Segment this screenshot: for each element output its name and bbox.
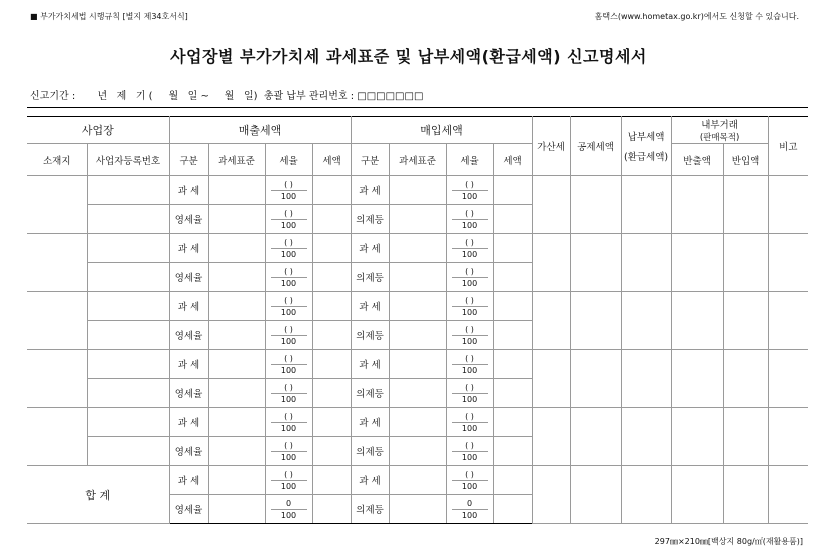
header-purchase-tax-amt: 세액 [493, 144, 532, 176]
purchase-taxbase-cell[interactable] [389, 176, 446, 205]
rate-denominator: 100 [280, 481, 297, 491]
payable-cell[interactable] [621, 234, 671, 292]
tax-rate-fraction [447, 295, 493, 318]
in-amount-cell[interactable] [723, 350, 768, 408]
purchase-taxbase-cell[interactable] [389, 495, 446, 524]
rate-denominator: 100 [461, 365, 478, 375]
purchase-type-label: 의제등 [351, 379, 389, 408]
deduction-cell[interactable] [570, 292, 621, 350]
rate-numerator: ( ) [452, 411, 488, 423]
regno-cell[interactable] [87, 321, 169, 350]
sales-taxbase-cell[interactable] [208, 350, 265, 379]
tax-rate-fraction [447, 469, 493, 492]
rate-numerator: ( ) [452, 266, 488, 278]
regno-cell[interactable] [87, 234, 169, 263]
penalty-cell[interactable] [532, 176, 570, 234]
sales-type-label: 과 세 [169, 292, 208, 321]
form-title: 사업장별 부가가치세 과세표준 및 납부세액(환급세액) 신고명세서 [170, 47, 647, 66]
payable-cell[interactable] [621, 408, 671, 466]
deduction-cell[interactable] [570, 466, 621, 524]
form-reference: ■ 부가가치세법 시행규칙 [별지 제34호서식] [30, 12, 188, 21]
tax-rate-fraction [447, 324, 493, 347]
purchase-tax-cell[interactable] [493, 321, 532, 350]
sales-tax-cell[interactable] [312, 263, 351, 292]
header-business: 사업장 [27, 117, 169, 144]
header-remarks: 비고 [768, 117, 808, 176]
purchase-rate-cell [446, 321, 493, 350]
remarks-cell[interactable] [768, 408, 808, 466]
location-cell[interactable] [27, 234, 87, 292]
tax-rate-fraction [447, 382, 493, 405]
purchase-rate-cell [446, 466, 493, 495]
total-row [27, 466, 808, 495]
penalty-cell[interactable] [532, 234, 570, 292]
rate-numerator: ( ) [452, 324, 488, 336]
sales-tax-cell[interactable] [312, 321, 351, 350]
header-internal [671, 117, 768, 144]
rate-numerator: ( ) [271, 411, 307, 423]
header-penalty: 가산세 [532, 117, 570, 176]
header-sales-taxbase: 과세표준 [208, 144, 265, 176]
sales-rate-cell [265, 234, 312, 263]
rate-denominator: 100 [280, 336, 297, 346]
rate-denominator: 100 [280, 220, 297, 230]
purchase-tax-cell[interactable] [493, 292, 532, 321]
out-amount-cell[interactable] [671, 176, 723, 234]
sales-taxbase-cell[interactable] [208, 205, 265, 234]
header-purchase-type: 구분 [351, 144, 389, 176]
purchase-tax-cell[interactable] [493, 379, 532, 408]
deduction-cell[interactable] [570, 176, 621, 234]
purchase-tax-cell[interactable] [493, 176, 532, 205]
sales-tax-cell[interactable] [312, 350, 351, 379]
penalty-cell[interactable] [532, 466, 570, 524]
sales-tax-cell[interactable] [312, 234, 351, 263]
remarks-cell[interactable] [768, 292, 808, 350]
purchase-rate-cell [446, 176, 493, 205]
business-row [27, 176, 808, 205]
sales-taxbase-cell[interactable] [208, 437, 265, 466]
regno-cell[interactable] [87, 205, 169, 234]
rate-numerator: 0 [452, 498, 488, 510]
sales-type-label: 과 세 [169, 350, 208, 379]
purchase-type-label: 의제등 [351, 263, 389, 292]
rate-denominator: 100 [280, 510, 297, 520]
payable-cell[interactable] [621, 292, 671, 350]
sales-rate-cell [265, 379, 312, 408]
purchase-taxbase-cell[interactable] [389, 292, 446, 321]
sales-rate-cell [265, 408, 312, 437]
hometax-notice: 홈택스(www.hometax.go.kr)에서도 신청할 수 있습니다. [594, 12, 799, 21]
header-refund-label: (환급세액) [623, 152, 669, 163]
header-purchase-rate: 세율 [446, 144, 493, 176]
rate-denominator: 100 [280, 191, 297, 201]
purchase-type-label: 의제등 [351, 321, 389, 350]
regno-cell[interactable] [87, 379, 169, 408]
purchase-tax-cell[interactable] [493, 350, 532, 379]
regno-cell[interactable] [87, 408, 169, 437]
header-purchase-taxbase: 과세표준 [389, 144, 446, 176]
rate-numerator: ( ) [452, 237, 488, 249]
tax-rate-fraction [447, 179, 493, 202]
payable-cell[interactable] [621, 176, 671, 234]
purchase-type-label: 과 세 [351, 234, 389, 263]
header-purchase-tax: 매입세액 [351, 117, 532, 144]
purchase-rate-cell [446, 495, 493, 524]
purchase-type-label: 과 세 [351, 408, 389, 437]
out-amount-cell[interactable] [671, 466, 723, 524]
rate-denominator: 100 [280, 249, 297, 259]
rate-numerator: ( ) [271, 324, 307, 336]
tax-rate-fraction [447, 411, 493, 434]
paper-spec: 297㎜×210㎜[백상지 80g/㎡(재활용품)] [654, 537, 803, 546]
purchase-type-label: 의제등 [351, 205, 389, 234]
purchase-type-label: 과 세 [351, 176, 389, 205]
location-cell[interactable] [27, 408, 87, 466]
sales-type-label: 과 세 [169, 176, 208, 205]
sales-rate-cell [265, 263, 312, 292]
tax-rate-fraction [447, 353, 493, 376]
tax-rate-fraction [266, 382, 312, 405]
purchase-type-label: 과 세 [351, 350, 389, 379]
rate-denominator: 100 [280, 307, 297, 317]
header-internal-label: 내부거래 [701, 120, 738, 131]
rate-denominator: 100 [461, 481, 478, 491]
purchase-rate-cell [446, 437, 493, 466]
rate-numerator: ( ) [271, 353, 307, 365]
rate-denominator: 100 [280, 452, 297, 462]
regno-cell[interactable] [87, 350, 169, 379]
sales-tax-cell[interactable] [312, 437, 351, 466]
sales-type-label: 영세율 [169, 263, 208, 292]
header-regno: 사업자등록번호 [87, 144, 169, 176]
rate-numerator: ( ) [452, 469, 488, 481]
header-payable-label: 납부세액 [627, 132, 665, 143]
purchase-rate-cell [446, 234, 493, 263]
rate-numerator: ( ) [271, 237, 307, 249]
rate-numerator: 0 [271, 498, 307, 510]
rate-denominator: 100 [461, 307, 478, 317]
out-amount-cell[interactable] [671, 234, 723, 292]
out-amount-cell[interactable] [671, 408, 723, 466]
sales-taxbase-cell[interactable] [208, 379, 265, 408]
remarks-cell[interactable] [768, 176, 808, 234]
sales-taxbase-cell[interactable] [208, 408, 265, 437]
sales-rate-cell [265, 321, 312, 350]
sales-taxbase-cell[interactable] [208, 321, 265, 350]
purchase-rate-cell [446, 263, 493, 292]
purchase-taxbase-cell[interactable] [389, 321, 446, 350]
header-sales-type: 구분 [169, 144, 208, 176]
location-cell[interactable] [27, 292, 87, 350]
in-amount-cell[interactable] [723, 234, 768, 292]
out-amount-cell[interactable] [671, 350, 723, 408]
rate-numerator: ( ) [452, 208, 488, 220]
deduction-cell[interactable] [570, 350, 621, 408]
sales-rate-cell [265, 437, 312, 466]
payable-cell[interactable] [621, 350, 671, 408]
total-label: 합 계 [27, 466, 169, 524]
remarks-cell[interactable] [768, 234, 808, 292]
rate-numerator: ( ) [271, 469, 307, 481]
tax-rate-fraction [447, 498, 493, 521]
sales-tax-cell[interactable] [312, 408, 351, 437]
purchase-taxbase-cell[interactable] [389, 205, 446, 234]
rate-denominator: 100 [461, 220, 478, 230]
deduction-cell[interactable] [570, 408, 621, 466]
purchase-taxbase-cell[interactable] [389, 466, 446, 495]
sales-taxbase-cell[interactable] [208, 263, 265, 292]
location-cell[interactable] [27, 350, 87, 408]
header-in-amount: 반입액 [723, 144, 768, 176]
business-row [27, 292, 808, 321]
tax-rate-fraction [266, 324, 312, 347]
purchase-taxbase-cell[interactable] [389, 437, 446, 466]
rate-numerator: ( ) [271, 440, 307, 452]
sales-type-label: 과 세 [169, 466, 208, 495]
sales-tax-cell[interactable] [312, 379, 351, 408]
sales-type-label: 영세율 [169, 437, 208, 466]
sales-taxbase-cell[interactable] [208, 495, 265, 524]
purchase-taxbase-cell[interactable] [389, 379, 446, 408]
rate-denominator: 100 [461, 249, 478, 259]
sales-tax-cell[interactable] [312, 466, 351, 495]
business-row [27, 234, 808, 263]
sales-type-label: 영세율 [169, 205, 208, 234]
regno-cell[interactable] [87, 263, 169, 292]
location-cell[interactable] [27, 176, 87, 234]
tax-rate-fraction [447, 237, 493, 260]
purchase-rate-cell [446, 408, 493, 437]
rate-denominator: 100 [461, 394, 478, 404]
rate-denominator: 100 [461, 510, 478, 520]
sales-rate-cell [265, 350, 312, 379]
sales-tax-cell[interactable] [312, 205, 351, 234]
purchase-tax-cell[interactable] [493, 234, 532, 263]
tax-rate-fraction [266, 295, 312, 318]
filing-period-line: 신고기간 : 년 제 기 ( 월 일 ~ 월 일) 총괄 납부 관리번호 : □□□□□□□ [30, 91, 424, 102]
purchase-taxbase-cell[interactable] [389, 263, 446, 292]
sales-rate-cell [265, 495, 312, 524]
header-deduction: 공제세액 [570, 117, 621, 176]
in-amount-cell[interactable] [723, 292, 768, 350]
sales-taxbase-cell[interactable] [208, 234, 265, 263]
purchase-type-label: 의제등 [351, 437, 389, 466]
sales-type-label: 과 세 [169, 234, 208, 263]
sales-rate-cell [265, 205, 312, 234]
sales-taxbase-cell[interactable] [208, 176, 265, 205]
sales-taxbase-cell[interactable] [208, 466, 265, 495]
business-row [27, 350, 808, 379]
rate-denominator: 100 [461, 423, 478, 433]
payable-cell[interactable] [621, 466, 671, 524]
purchase-tax-cell[interactable] [493, 205, 532, 234]
penalty-cell[interactable] [532, 350, 570, 408]
sales-type-label: 영세율 [169, 321, 208, 350]
rate-denominator: 100 [280, 423, 297, 433]
purchase-rate-cell [446, 379, 493, 408]
purchase-type-label: 과 세 [351, 292, 389, 321]
header-location: 소재지 [27, 144, 87, 176]
purchase-type-label: 의제등 [351, 495, 389, 524]
tax-rate-fraction [447, 440, 493, 463]
sales-rate-cell [265, 466, 312, 495]
tax-rate-fraction [266, 440, 312, 463]
purchase-rate-cell [446, 292, 493, 321]
tax-rate-fraction [266, 498, 312, 521]
deduction-cell[interactable] [570, 234, 621, 292]
rate-numerator: ( ) [271, 266, 307, 278]
rate-numerator: ( ) [452, 179, 488, 191]
rate-numerator: ( ) [271, 295, 307, 307]
purchase-type-label: 과 세 [351, 466, 389, 495]
header-sales-tax-amt: 세액 [312, 144, 351, 176]
regno-cell[interactable] [87, 292, 169, 321]
header-out-amount: 반출액 [671, 144, 723, 176]
purchase-tax-cell[interactable] [493, 408, 532, 437]
rate-numerator: ( ) [452, 440, 488, 452]
sales-type-label: 과 세 [169, 408, 208, 437]
purchase-taxbase-cell[interactable] [389, 234, 446, 263]
rate-numerator: ( ) [271, 382, 307, 394]
sales-type-label: 영세율 [169, 495, 208, 524]
tax-rate-fraction [266, 208, 312, 231]
rate-denominator: 100 [461, 336, 478, 346]
sales-type-label: 영세율 [169, 379, 208, 408]
rate-numerator: ( ) [452, 295, 488, 307]
tax-rate-fraction [266, 237, 312, 260]
header-sales-tax: 매출세액 [169, 117, 351, 144]
tax-rate-fraction [266, 411, 312, 434]
rate-denominator: 100 [280, 365, 297, 375]
rate-numerator: ( ) [452, 382, 488, 394]
sales-rate-cell [265, 176, 312, 205]
sales-tax-cell[interactable] [312, 292, 351, 321]
rate-numerator: ( ) [271, 179, 307, 191]
penalty-cell[interactable] [532, 408, 570, 466]
tax-rate-fraction [266, 266, 312, 289]
rate-numerator: ( ) [271, 208, 307, 220]
purchase-taxbase-cell[interactable] [389, 408, 446, 437]
purchase-taxbase-cell[interactable] [389, 350, 446, 379]
declaration-table [27, 116, 808, 524]
purchase-tax-cell[interactable] [493, 263, 532, 292]
header-internal-sub: (판매목적) [699, 133, 740, 143]
purchase-rate-cell [446, 205, 493, 234]
purchase-rate-cell [446, 350, 493, 379]
header-sales-rate: 세율 [265, 144, 312, 176]
rate-denominator: 100 [461, 452, 478, 462]
tax-rate-fraction [447, 266, 493, 289]
sales-tax-cell[interactable] [312, 176, 351, 205]
purchase-tax-cell[interactable] [493, 466, 532, 495]
in-amount-cell[interactable] [723, 176, 768, 234]
in-amount-cell[interactable] [723, 408, 768, 466]
in-amount-cell[interactable] [723, 466, 768, 524]
tax-rate-fraction [266, 179, 312, 202]
tax-rate-fraction [266, 353, 312, 376]
sales-taxbase-cell[interactable] [208, 292, 265, 321]
rate-numerator: ( ) [452, 353, 488, 365]
out-amount-cell[interactable] [671, 292, 723, 350]
sales-rate-cell [265, 292, 312, 321]
remarks-cell[interactable] [768, 350, 808, 408]
header-rule [27, 107, 808, 108]
rate-denominator: 100 [461, 278, 478, 288]
purchase-tax-cell[interactable] [493, 495, 532, 524]
regno-cell[interactable] [87, 176, 169, 205]
rate-denominator: 100 [280, 278, 297, 288]
header-payable [621, 117, 671, 176]
business-row [27, 408, 808, 437]
tax-rate-fraction [266, 469, 312, 492]
penalty-cell[interactable] [532, 292, 570, 350]
regno-cell[interactable] [87, 437, 169, 466]
rate-denominator: 100 [461, 191, 478, 201]
sales-tax-cell[interactable] [312, 495, 351, 524]
remarks-cell[interactable] [768, 466, 808, 524]
tax-rate-fraction [447, 208, 493, 231]
purchase-tax-cell[interactable] [493, 437, 532, 466]
rate-denominator: 100 [280, 394, 297, 404]
